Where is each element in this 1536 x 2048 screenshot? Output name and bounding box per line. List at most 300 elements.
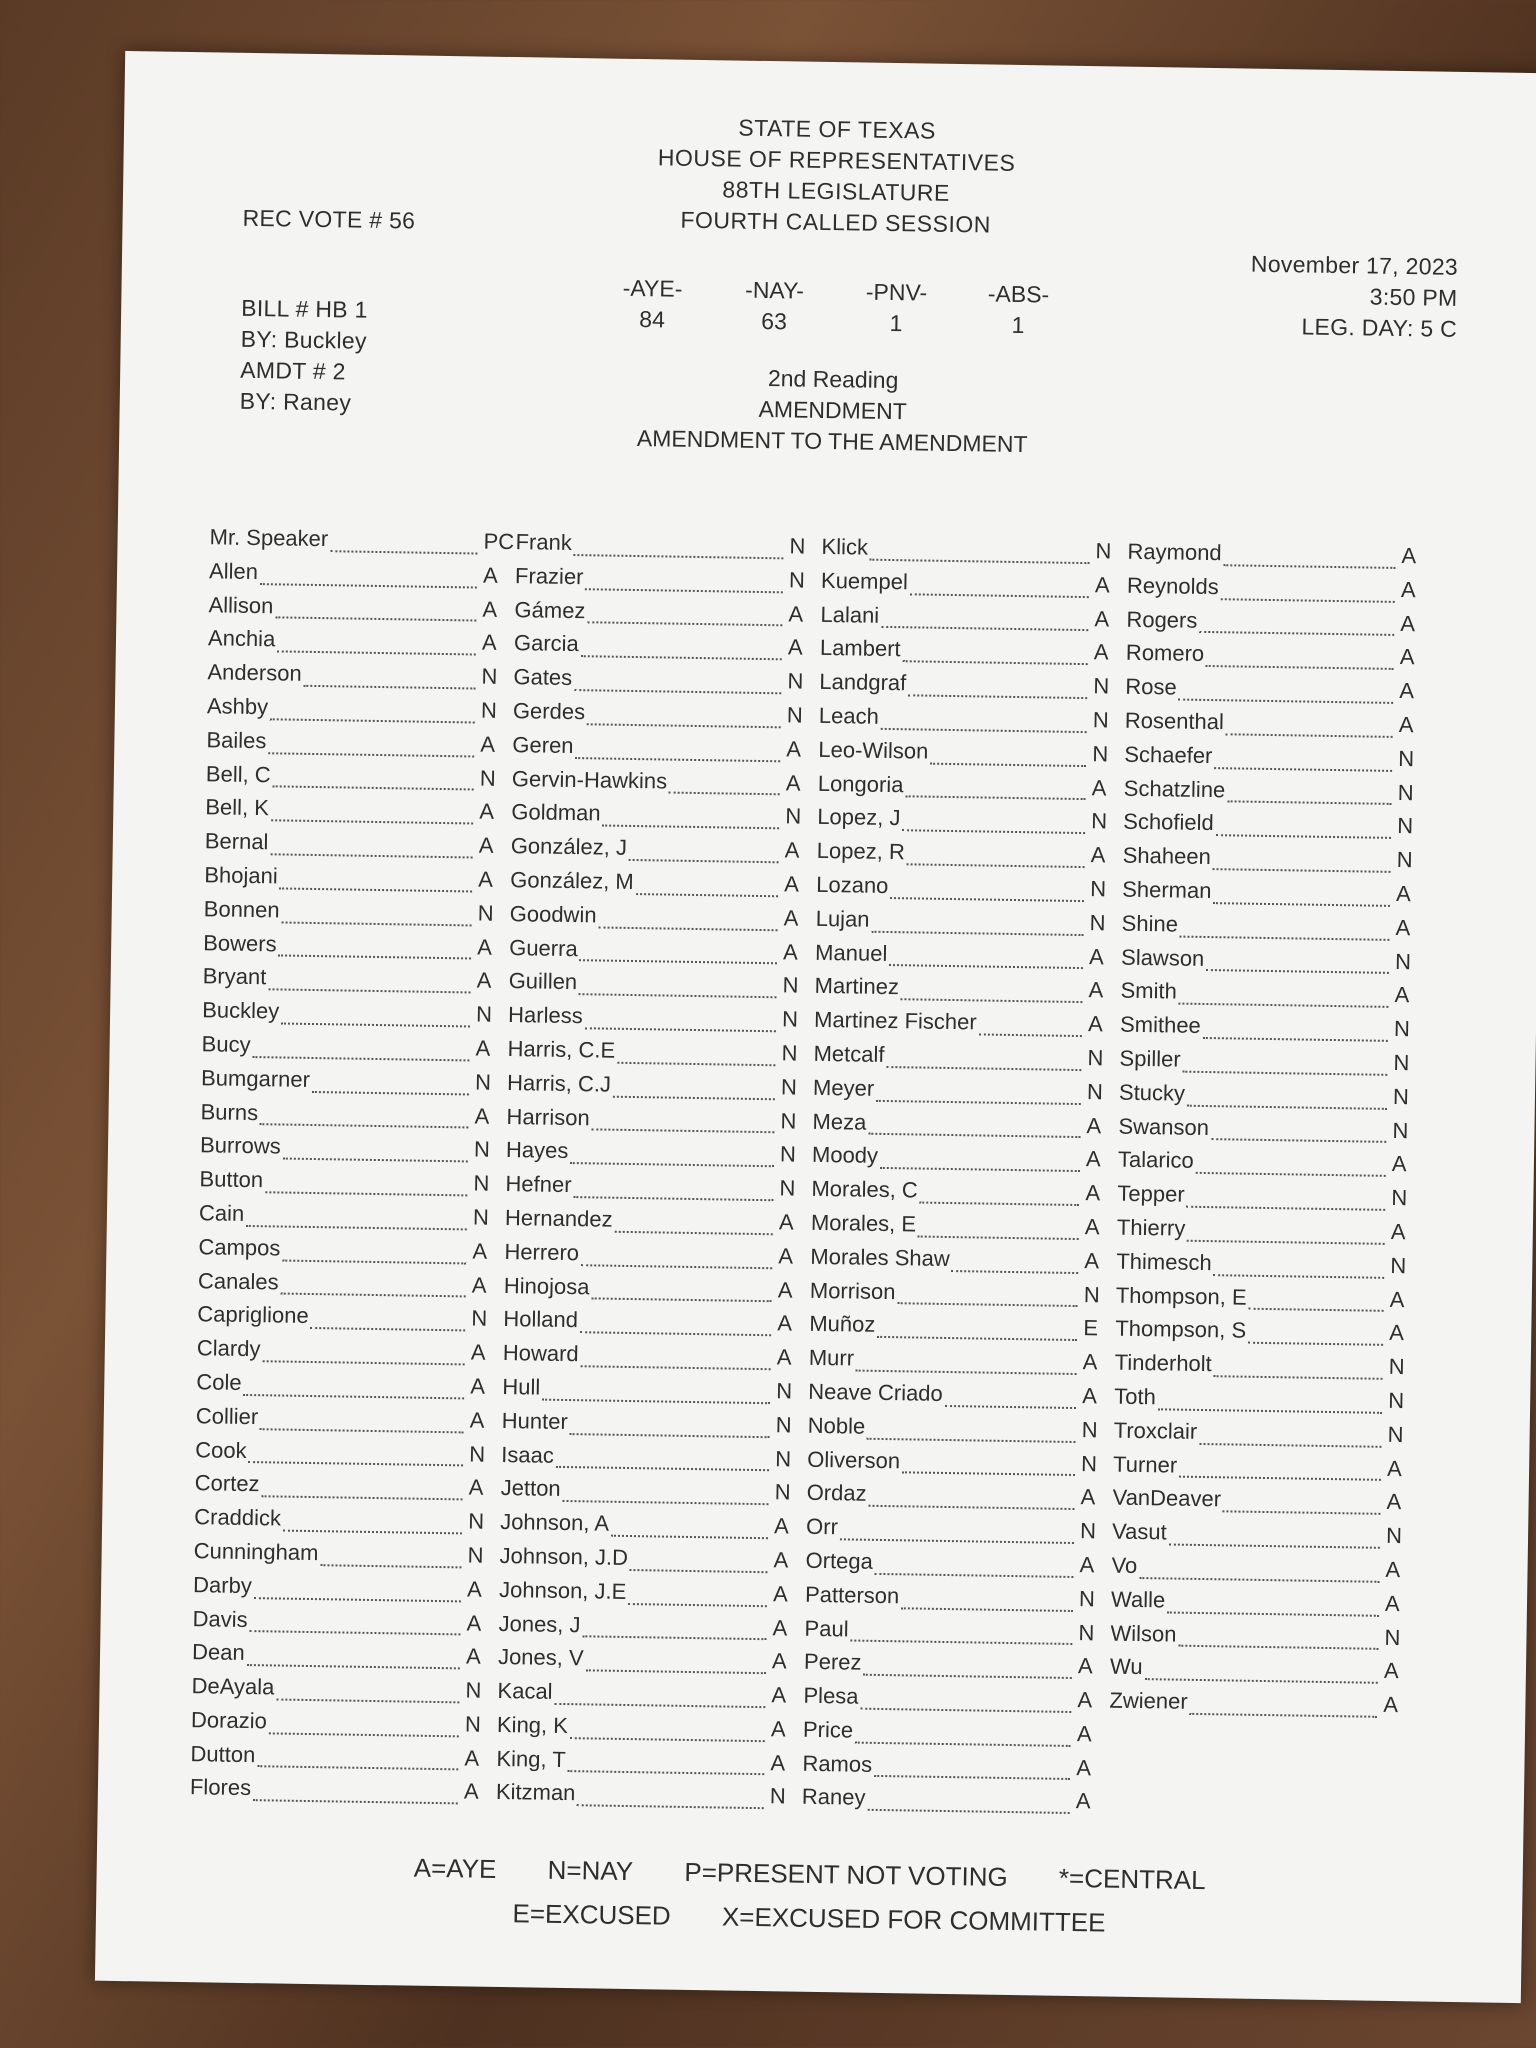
member-row <box>193 1538 499 1577</box>
member-name: King, K <box>496 1711 569 1738</box>
member-vote: N <box>1391 1185 1408 1211</box>
member-name: Hinojosa <box>503 1272 590 1299</box>
member-row <box>197 1302 503 1341</box>
member-name: Kuempel <box>820 567 909 595</box>
member-vote: A <box>1395 914 1411 940</box>
member-vote: A <box>1082 1349 1098 1375</box>
member-name: Guillen <box>508 968 578 995</box>
member-name: Meza <box>812 1108 867 1135</box>
member-row <box>206 727 512 766</box>
leader-dots <box>587 723 781 728</box>
leader-dots <box>1214 1375 1383 1380</box>
member-row <box>503 1340 809 1379</box>
member-vote: A <box>478 832 494 858</box>
leader-dots <box>617 1062 775 1066</box>
leader-dots <box>581 1264 772 1269</box>
leader-dots <box>860 1708 1071 1713</box>
leader-dots <box>868 1505 1074 1510</box>
leader-dots <box>283 1529 462 1534</box>
leader-dots <box>587 622 782 627</box>
member-name: Rose <box>1125 673 1177 700</box>
member-vote: A <box>776 1344 792 1370</box>
member-vote: A <box>1080 1484 1096 1510</box>
motion: AMENDMENT <box>758 395 907 425</box>
leader-dots <box>265 1191 467 1196</box>
leader-dots <box>1213 902 1390 907</box>
member-name: Bonnen <box>203 896 280 923</box>
member-vote: A <box>782 938 799 965</box>
member-name: Johnson, J.D <box>499 1542 629 1570</box>
member-vote: A <box>1386 1455 1403 1481</box>
member-name: Goldman <box>511 799 601 826</box>
member-name: Holland <box>503 1306 579 1333</box>
member-vote: N <box>467 1508 485 1534</box>
leader-dots <box>902 1472 1075 1477</box>
leader-dots <box>930 762 1086 766</box>
member-row <box>506 1104 812 1143</box>
member-name: Bumgarner <box>200 1064 311 1092</box>
member-row <box>804 1649 1110 1688</box>
member-vote: N <box>785 803 802 830</box>
leader-dots <box>945 1405 1076 1409</box>
leader-dots <box>1167 1611 1379 1616</box>
member-name: Bell, K <box>205 794 270 821</box>
header-line-legislature: 88TH LEGISLATURE <box>722 176 951 206</box>
member-name: Anderson <box>207 659 302 686</box>
member-row <box>199 1200 505 1239</box>
member-vote: N <box>1091 808 1108 834</box>
leader-dots <box>1216 834 1391 839</box>
date-time-block <box>1250 249 1459 345</box>
member-row <box>1126 640 1432 679</box>
member-name: Lambert <box>819 635 901 662</box>
member-row <box>496 1779 802 1818</box>
member-vote: N <box>782 972 799 998</box>
member-row <box>1110 1620 1416 1659</box>
member-row <box>510 867 816 906</box>
member-name: Johnson, J.E <box>498 1576 627 1604</box>
member-row <box>200 1099 506 1138</box>
leader-dots <box>1199 1442 1381 1447</box>
leader-dots <box>907 863 1085 868</box>
leader-dots <box>1180 935 1390 940</box>
leader-dots <box>902 829 1085 834</box>
member-name: Shaheen <box>1122 842 1212 870</box>
leader-dots <box>556 1466 769 1471</box>
member-vote: A <box>772 1580 788 1607</box>
tally-count: 63 <box>761 307 788 335</box>
member-vote: A <box>771 1682 787 1708</box>
member-row <box>1119 1046 1425 1085</box>
member-row <box>512 766 818 805</box>
member-name: Neave Criado <box>808 1378 943 1406</box>
member-vote: A <box>772 1614 788 1641</box>
member-vote: A <box>1075 1788 1091 1814</box>
leader-dots <box>897 1303 1077 1308</box>
member-row <box>805 1548 1111 1587</box>
member-name: Zwiener <box>1109 1687 1188 1714</box>
member-row <box>190 1775 496 1814</box>
member-name: Lalani <box>820 601 880 628</box>
member-name: Geren <box>512 731 574 758</box>
leader-dots <box>272 786 473 791</box>
member-vote: A <box>482 596 498 622</box>
member-row <box>191 1707 497 1746</box>
member-name: Noble <box>807 1412 866 1439</box>
member-vote: N <box>1388 1354 1405 1380</box>
leader-dots <box>1223 1510 1381 1514</box>
leader-dots <box>1227 801 1391 806</box>
member-row <box>192 1639 498 1678</box>
member-row <box>207 659 513 698</box>
member-name: Collier <box>195 1402 259 1429</box>
member-row <box>515 563 821 602</box>
leader-dots <box>870 558 1090 563</box>
member-name: Herrero <box>504 1238 580 1265</box>
member-name: Harless <box>507 1002 583 1029</box>
leader-dots <box>1199 631 1394 636</box>
member-row <box>806 1514 1112 1553</box>
member-row <box>201 1031 507 1070</box>
member-vote: A <box>478 866 494 892</box>
member-name: Garcia <box>513 630 579 657</box>
leader-dots <box>582 1636 766 1641</box>
leader-dots <box>269 1732 459 1737</box>
member-vote: A <box>1398 711 1414 738</box>
member-row <box>505 1205 811 1244</box>
member-row <box>208 592 514 631</box>
member-vote: N <box>1086 1078 1104 1105</box>
member-vote: N <box>1394 948 1412 974</box>
leader-dots <box>952 1270 1079 1274</box>
member-row <box>1126 606 1432 645</box>
member-vote: A <box>770 1749 786 1776</box>
member-row <box>1117 1215 1423 1254</box>
member-name: Cunningham <box>193 1538 319 1566</box>
leader-dots <box>570 1433 770 1438</box>
member-name: Thompson, S <box>1115 1315 1247 1344</box>
member-vote: N <box>779 1175 796 1201</box>
member-name: Leo-Wilson <box>818 736 929 764</box>
leader-dots <box>918 1235 1079 1240</box>
member-name: DeAyala <box>191 1673 275 1700</box>
legend <box>96 1841 1523 1951</box>
member-row <box>1111 1586 1417 1625</box>
member-vote: N <box>464 1711 482 1737</box>
member-row <box>500 1509 806 1548</box>
member-name: Thompson, E <box>1115 1282 1247 1310</box>
member-vote: A <box>1093 639 1109 665</box>
member-vote: N <box>465 1677 482 1703</box>
member-row <box>499 1577 805 1616</box>
member-name: Allen <box>208 558 259 584</box>
leader-dots <box>910 593 1089 598</box>
member-name: Landgraf <box>819 669 907 696</box>
member-name: Craddick <box>194 1504 282 1531</box>
member-name: Hayes <box>505 1137 569 1164</box>
member-vote: A <box>481 629 497 656</box>
member-row <box>496 1746 802 1785</box>
member-name: Walle <box>1110 1586 1166 1613</box>
leader-dots <box>598 926 777 931</box>
leader-dots <box>261 1495 462 1500</box>
leader-dots <box>270 853 472 858</box>
member-name: Kacal <box>497 1678 553 1704</box>
member-vote: A <box>784 837 800 863</box>
member-vote: A <box>468 1474 484 1501</box>
member-vote: N <box>1387 1421 1404 1447</box>
member-vote: A <box>777 1276 793 1303</box>
member-name: Darby <box>192 1571 253 1598</box>
member-name: Bhojani <box>204 862 278 889</box>
leader-dots <box>282 1259 466 1264</box>
leader-dots <box>901 998 1083 1003</box>
member-vote: N <box>781 1006 799 1032</box>
member-vote: N <box>781 1040 798 1066</box>
leader-dots <box>542 1398 770 1404</box>
member-name: Price <box>802 1716 854 1743</box>
leader-dots <box>920 1201 1080 1206</box>
member-name: Burns <box>200 1098 259 1125</box>
member-row <box>514 630 820 669</box>
member-row <box>812 1142 1118 1181</box>
member-name: Buckley <box>201 997 280 1024</box>
leader-dots <box>871 930 1083 935</box>
member-name: Orr <box>805 1513 839 1540</box>
member-row <box>195 1403 501 1442</box>
member-name: Morrison <box>809 1277 896 1304</box>
member-vote: N <box>475 1001 493 1027</box>
member-row <box>511 799 817 838</box>
member-vote: N <box>1393 1049 1410 1076</box>
member-row <box>194 1504 500 1543</box>
member-row <box>199 1166 505 1205</box>
member-vote: A <box>773 1513 790 1539</box>
member-vote: N <box>780 1074 798 1100</box>
member-row <box>209 524 515 563</box>
member-vote: A <box>773 1547 789 1573</box>
leader-dots <box>253 1799 458 1804</box>
member-row <box>804 1615 1110 1654</box>
leader-dots <box>554 1703 765 1708</box>
member-vote: A <box>1389 1286 1405 1312</box>
member-name: González, M <box>510 867 634 894</box>
leader-dots <box>310 1327 465 1331</box>
leader-dots <box>1196 1172 1386 1177</box>
member-vote: A <box>470 1339 486 1365</box>
member-vote: N <box>1090 876 1107 902</box>
member-name: Turner <box>1112 1451 1178 1478</box>
vote-tally <box>591 272 1080 342</box>
member-row <box>814 973 1120 1012</box>
member-vote: A <box>471 1272 487 1298</box>
leader-dots <box>867 1437 1076 1442</box>
member-name: Flores <box>189 1774 252 1801</box>
leader-dots <box>1187 1239 1385 1244</box>
member-row <box>203 896 509 935</box>
member-row <box>198 1234 504 1273</box>
legend-item: E=EXCUSED <box>512 1898 671 1931</box>
member-row <box>192 1606 498 1645</box>
member-vote: A <box>482 562 498 588</box>
member-row <box>811 1176 1117 1215</box>
vote-sheet <box>95 51 1536 2003</box>
member-name: Allison <box>208 591 274 618</box>
leader-dots <box>579 960 777 965</box>
leader-dots <box>312 1091 469 1095</box>
member-name: Dean <box>191 1639 245 1666</box>
member-row <box>202 964 508 1003</box>
member-name: Bryant <box>202 963 267 990</box>
member-name: Troxclair <box>1113 1417 1198 1444</box>
member-vote: A <box>1091 774 1107 800</box>
leader-dots <box>574 554 784 559</box>
leader-dots <box>562 1500 768 1505</box>
member-name: Morales Shaw <box>810 1243 950 1271</box>
member-name: Cortez <box>194 1470 260 1497</box>
leader-dots <box>1203 1037 1388 1042</box>
leader-dots <box>1220 598 1394 603</box>
vote-date: November 17, 2023 <box>1250 250 1459 280</box>
member-vote: A <box>1400 576 1416 603</box>
member-name: Paul <box>804 1615 849 1641</box>
tally-count: 84 <box>639 306 666 333</box>
member-name: Gerdes <box>512 698 586 725</box>
member-name: Spiller <box>1119 1045 1181 1072</box>
member-vote: A <box>1079 1552 1095 1578</box>
leader-dots <box>303 685 475 690</box>
member-vote: E <box>1083 1315 1099 1341</box>
member-name: Davis <box>192 1605 248 1632</box>
member-vote: N <box>1390 1252 1407 1278</box>
member-vote: A <box>788 601 804 627</box>
leader-dots <box>1189 1713 1377 1718</box>
member-row <box>510 833 816 872</box>
member-name: Klick <box>821 533 869 560</box>
member-row <box>1118 1147 1424 1186</box>
leader-dots <box>902 660 1087 665</box>
member-name: Toth <box>1114 1383 1157 1410</box>
member-vote: A <box>770 1716 786 1742</box>
member-row <box>1122 843 1428 882</box>
header-line-house: HOUSE OF REPRESENTATIVES <box>657 144 1016 176</box>
member-row <box>806 1480 1112 1519</box>
member-row <box>818 737 1124 776</box>
member-row <box>209 558 515 597</box>
member-vote: N <box>1081 1416 1098 1443</box>
member-vote: N <box>469 1441 486 1467</box>
legend-item: X=EXCUSED FOR COMMITTEE <box>721 1901 1106 1938</box>
roster-column <box>1108 539 1434 1828</box>
member-row <box>819 703 1125 742</box>
member-name: Rogers <box>1126 606 1198 633</box>
member-row <box>512 732 818 771</box>
vote-time: 3:50 PM <box>1369 283 1458 311</box>
leader-dots <box>850 1640 1072 1645</box>
member-row <box>1123 775 1429 814</box>
member-vote: N <box>1384 1624 1401 1650</box>
member-row <box>191 1673 497 1712</box>
tally-label: -AYE- <box>622 274 683 302</box>
roster-column <box>190 524 516 1813</box>
member-vote: A <box>1090 842 1106 868</box>
member-row <box>513 664 819 703</box>
leader-dots <box>574 689 781 694</box>
member-row <box>202 997 508 1036</box>
leader-dots <box>905 796 1085 801</box>
member-row <box>205 795 511 834</box>
amendment-author: BY: Raney <box>239 387 352 416</box>
member-name: Shine <box>1121 910 1179 937</box>
member-row <box>503 1306 809 1345</box>
leader-dots <box>262 1360 464 1365</box>
member-row <box>507 1036 813 1075</box>
member-vote: N <box>1392 1083 1410 1109</box>
member-name: Harrison <box>506 1103 590 1130</box>
leader-dots <box>278 955 471 960</box>
member-row <box>193 1572 499 1611</box>
member-name: Smithee <box>1119 1011 1201 1039</box>
member-name: Romero <box>1125 640 1205 667</box>
member-row <box>1112 1519 1418 1558</box>
member-name: Jones, V <box>497 1644 584 1671</box>
member-vote: N <box>479 765 496 791</box>
member-vote: A <box>784 871 800 897</box>
member-vote: A <box>475 1035 491 1061</box>
reading: 2nd Reading <box>767 365 899 394</box>
member-name: Goodwin <box>509 900 597 928</box>
tally-label: -PNV- <box>865 278 928 306</box>
member-name: Leach <box>818 702 880 729</box>
leader-dots <box>277 651 476 656</box>
member-row <box>802 1784 1108 1823</box>
member-name: Schofield <box>1123 809 1214 836</box>
member-vote: A <box>480 731 496 757</box>
leader-dots <box>246 1664 459 1669</box>
leader-dots <box>575 757 780 762</box>
leader-dots <box>1186 1206 1385 1211</box>
member-row <box>508 968 814 1007</box>
member-row <box>203 930 509 969</box>
leader-dots <box>1248 1308 1383 1312</box>
member-name: Perez <box>803 1649 862 1675</box>
member-vote: N <box>775 1412 792 1438</box>
member-name: Vo <box>1111 1552 1138 1578</box>
member-name: Ordaz <box>806 1480 867 1507</box>
member-row <box>497 1678 803 1717</box>
member-vote: A <box>477 934 493 960</box>
member-name: Cole <box>196 1369 242 1395</box>
member-row <box>803 1717 1109 1756</box>
member-vote: A <box>1385 1556 1401 1583</box>
rec-vote-number: REC VOTE # 56 <box>242 204 416 234</box>
member-name: Anchia <box>207 625 276 652</box>
leader-dots <box>585 1669 765 1674</box>
leader-dots <box>1169 1543 1380 1548</box>
member-row <box>501 1442 807 1481</box>
member-row <box>504 1273 810 1312</box>
member-name: Button <box>199 1166 264 1193</box>
leader-dots <box>613 1095 775 1100</box>
member-vote: N <box>480 697 498 723</box>
member-row <box>820 635 1126 674</box>
member-vote: N <box>471 1305 488 1332</box>
member-name: Martinez <box>814 973 900 1000</box>
leader-dots <box>886 1066 1081 1071</box>
leader-dots <box>275 617 476 622</box>
member-vote: A <box>465 1643 481 1669</box>
member-name: Gámez <box>514 596 586 623</box>
